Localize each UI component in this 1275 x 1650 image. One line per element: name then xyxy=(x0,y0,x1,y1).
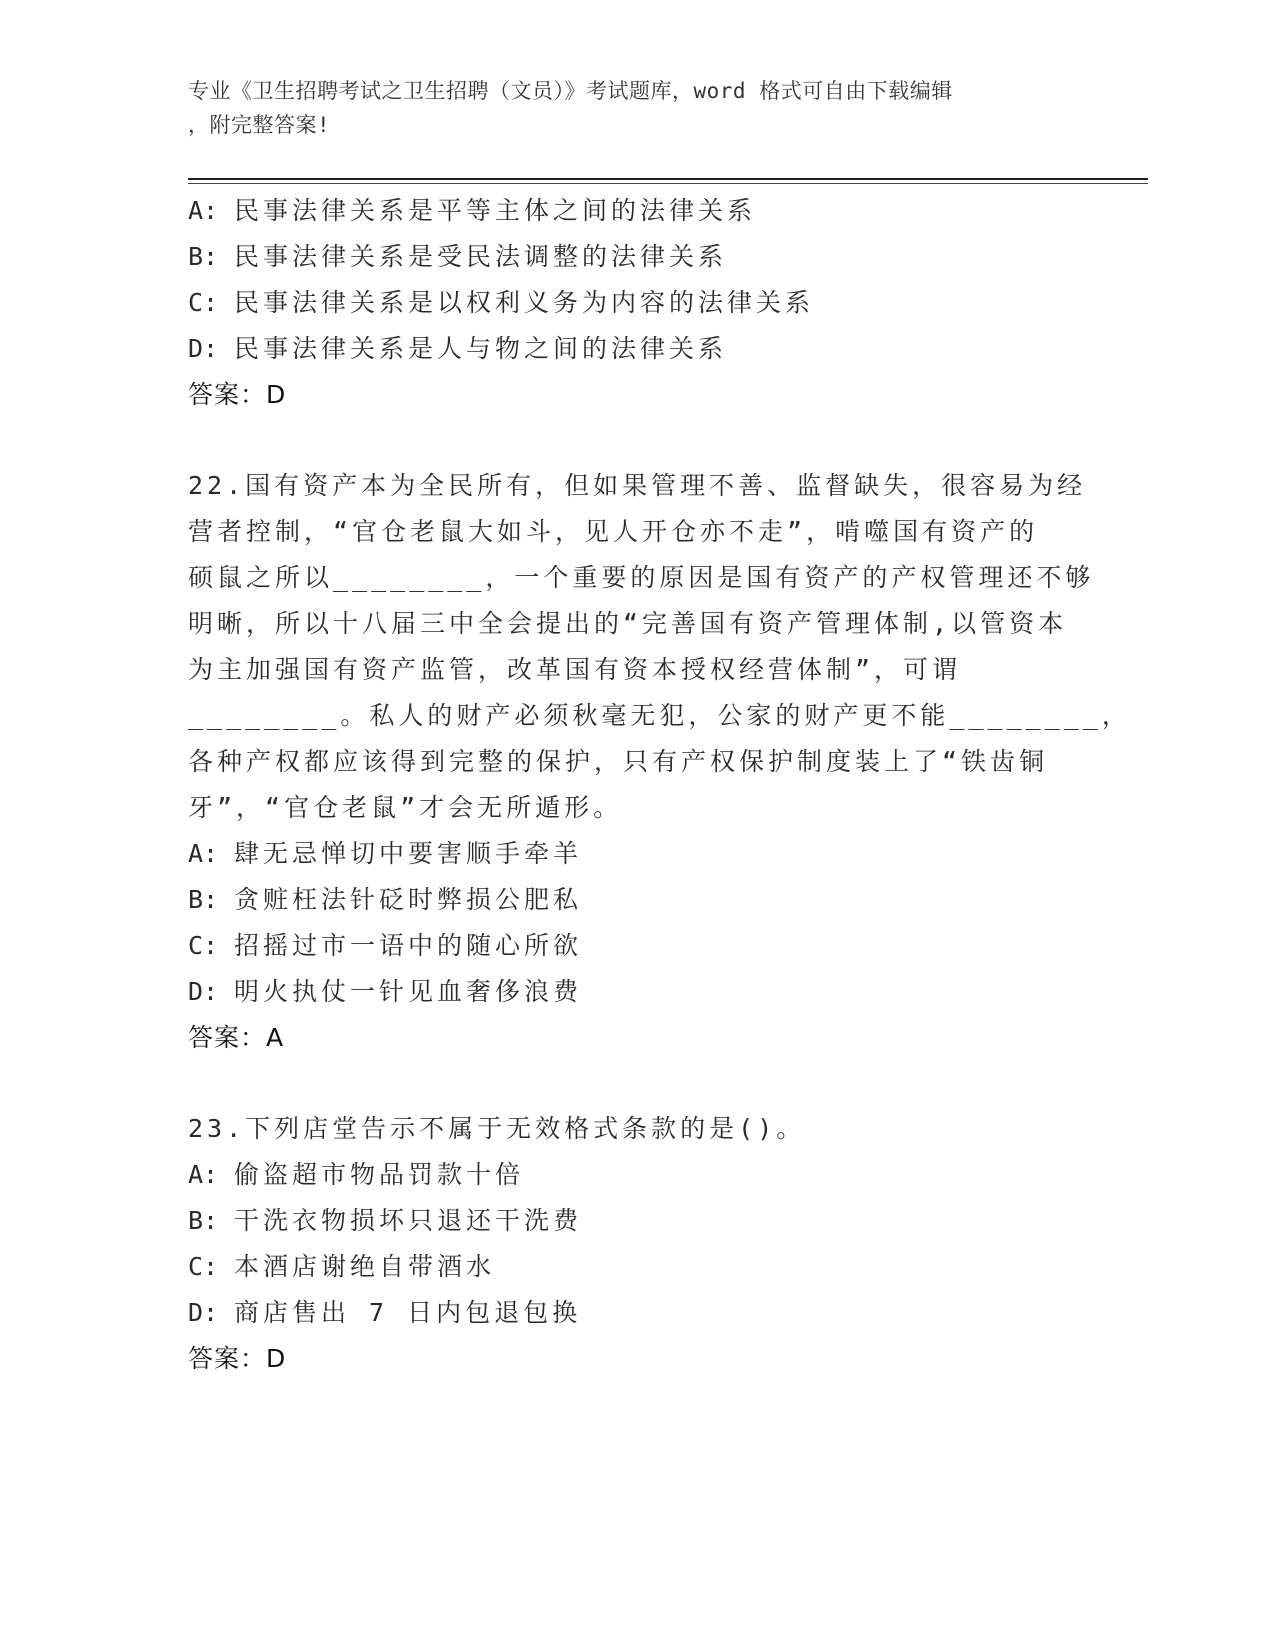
option-d xyxy=(188,1290,1088,1336)
option-key: C: xyxy=(188,1252,219,1281)
option-text: 偷盗超市物品罚款十倍 xyxy=(234,1160,525,1189)
option-key: C: xyxy=(188,288,219,317)
question-text-line: 22.国有资产本为全民所有，但如果管理不善、监督缺失，很容易为经 xyxy=(188,471,1087,500)
header-rule-bottom xyxy=(188,183,1148,184)
option-key: B: xyxy=(188,885,219,914)
option-text: 民事法律关系是人与物之间的法律关系 xyxy=(234,334,728,363)
question-text-line: 硕鼠之所以________，一个重要的原因是国有资产的产权管理还不够 xyxy=(188,563,1095,592)
option-c xyxy=(188,1244,1088,1290)
option-key: B: xyxy=(188,242,219,271)
option-d xyxy=(188,969,1088,1015)
option-b xyxy=(188,234,1088,280)
spacer xyxy=(188,1061,1088,1106)
question-21 xyxy=(188,188,1088,418)
option-c xyxy=(188,280,1088,326)
question-text-line: ________。私人的财产必须秋毫无犯，公家的财产更不能________， xyxy=(188,701,1131,730)
option-a xyxy=(188,1152,1088,1198)
option-b xyxy=(188,877,1088,923)
question-22 xyxy=(188,463,1131,1061)
question-text-line: 牙”，“官仓老鼠”才会无所遁形。 xyxy=(188,793,623,822)
option-key: C: xyxy=(188,931,219,960)
option-key: D: xyxy=(188,334,219,363)
option-c xyxy=(188,923,1088,969)
question-text-line: 营者控制，“官仓老鼠大如斗，见人开仓亦不走”，啃噬国有资产的 xyxy=(188,517,1039,546)
spacer xyxy=(188,418,1088,463)
question-content xyxy=(188,188,1131,1382)
document-header xyxy=(188,74,1088,142)
option-a xyxy=(188,831,1088,877)
option-text: 民事法律关系是平等主体之间的法律关系 xyxy=(234,196,757,225)
option-a xyxy=(188,188,1088,234)
option-key: A: xyxy=(188,196,219,225)
answer-line: 答案：D xyxy=(188,1344,287,1373)
question-text-line: 为主加强国有资产监管，改革国有资本授权经营体制”，可谓 xyxy=(188,655,962,684)
option-key: A: xyxy=(188,839,219,868)
option-d xyxy=(188,326,1088,372)
option-b xyxy=(188,1198,1088,1244)
option-text: 肆无忌惮切中要害顺手牵羊 xyxy=(234,839,583,868)
option-text: 本酒店谢绝自带酒水 xyxy=(234,1252,496,1281)
option-text: 明火执仗一针见血奢侈浪费 xyxy=(234,977,583,1006)
answer-line: 答案：D xyxy=(188,380,287,409)
question-text-line: 明晰，所以十八届三中全会提出的“完善国有资产管理体制,以管资本 xyxy=(188,609,1068,638)
option-text: 干洗衣物损坏只退还干洗费 xyxy=(234,1206,583,1235)
option-text: 招摇过市一语中的随心所欲 xyxy=(234,931,583,960)
option-key: D: xyxy=(188,1298,219,1327)
question-text-line: 23.下列店堂告示不属于无效格式条款的是()。 xyxy=(188,1114,806,1143)
option-text: 商店售出 7 日内包退包换 xyxy=(234,1298,582,1327)
option-text: 民事法律关系是以权利义务为内容的法律关系 xyxy=(234,288,815,317)
question-text-line: 各种产权都应该得到完整的保护，只有产权保护制度装上了“铁齿铜 xyxy=(188,747,1049,776)
question-23 xyxy=(188,1106,1088,1382)
option-key: A: xyxy=(188,1160,219,1189)
answer-line: 答案：A xyxy=(188,1023,285,1052)
option-key: D: xyxy=(188,977,219,1006)
header-line-1: 专业《卫生招聘考试之卫生招聘（文员）》考试题库，word 格式可自由下载编辑 xyxy=(188,79,953,103)
header-rule-top xyxy=(188,178,1148,180)
option-key: B: xyxy=(188,1206,219,1235)
header-line-2: ，附完整答案! xyxy=(188,113,331,137)
option-text: 贪赃枉法针砭时弊损公肥私 xyxy=(234,885,583,914)
option-text: 民事法律关系是受民法调整的法律关系 xyxy=(234,242,728,271)
